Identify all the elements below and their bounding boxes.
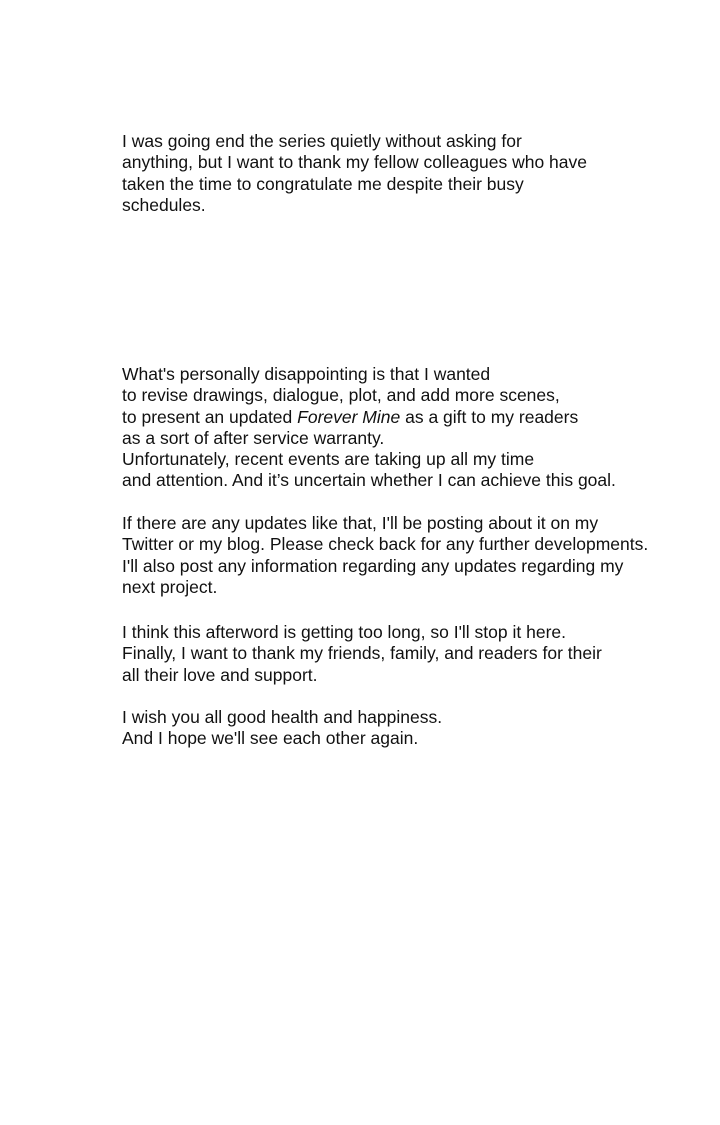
closing-paragraph bbox=[122, 707, 682, 750]
text-line: If there are any updates like that, I'll be posting about it on my bbox=[122, 513, 599, 533]
text-line: taken the time to congratulate me despite their busy bbox=[122, 173, 524, 194]
text-line: Twitter or my blog. Please check back for any further developments. bbox=[122, 534, 649, 555]
text-line: I wish you all good health and happiness. bbox=[122, 707, 443, 727]
text-segment: as a gift to my readers bbox=[400, 406, 579, 427]
text-line: schedules. bbox=[122, 194, 206, 215]
intro-paragraph bbox=[122, 131, 682, 216]
disappointing-paragraph bbox=[122, 364, 682, 492]
text-line: as a sort of after service warranty. bbox=[122, 427, 385, 448]
thanks-paragraph bbox=[122, 622, 682, 686]
text-line: anything, but I want to thank my fellow colleagues who have bbox=[122, 152, 587, 173]
text-line: all their love and support. bbox=[122, 664, 318, 685]
book-title: Forever Mine bbox=[297, 406, 401, 427]
text-line: next project. bbox=[122, 576, 218, 597]
text-line: to revise drawings, dialogue, plot, and add more scenes, bbox=[122, 385, 560, 406]
text-line: And I hope we'll see each other again. bbox=[122, 728, 419, 749]
text-line-with-title bbox=[122, 407, 682, 428]
text-line: I'll also post any information regarding any updates regarding my bbox=[122, 555, 624, 576]
text-segment: to present an updated bbox=[122, 406, 298, 427]
text-line: and attention. And it’s uncertain whether I can achieve this goal. bbox=[122, 470, 616, 491]
text-line: I think this afterword is getting too long, so I'll stop it here. bbox=[122, 622, 566, 642]
text-line: I was going end the series quietly without asking for bbox=[122, 131, 522, 151]
text-line: What's personally disappointing is that I wanted bbox=[122, 364, 491, 384]
text-line: Unfortunately, recent events are taking up all my time bbox=[122, 449, 535, 470]
updates-paragraph bbox=[122, 513, 682, 598]
text-line: Finally, I want to thank my friends, family, and readers for their bbox=[122, 643, 602, 664]
